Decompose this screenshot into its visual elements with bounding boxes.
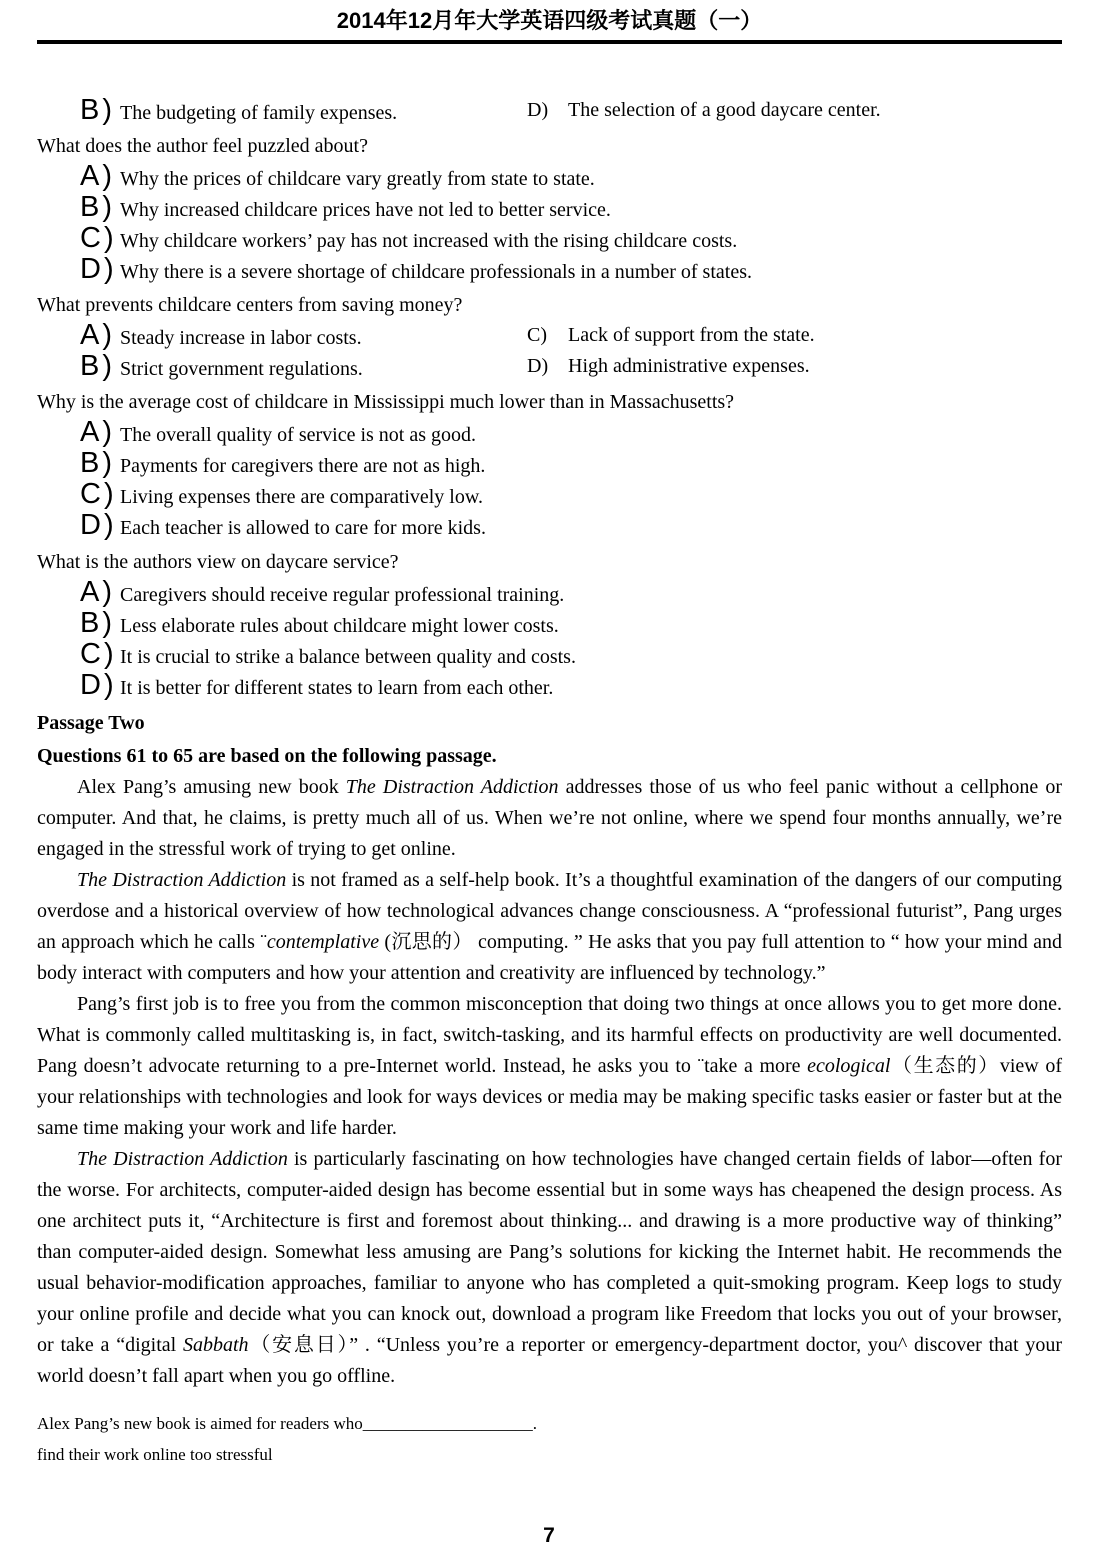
question-options (37, 577, 1062, 701)
option-row (37, 639, 1062, 670)
page-content (37, 95, 1062, 1470)
passage-paragraph: Alex Pang’s amusing new book The Distraction Addiction addresses those of us who feel panic without a cellphone or computer. And that, he claims, is pretty much all of us. When we’re not online, where we spend four months annually, we’re engaged in the stressful work of trying to get online. (37, 776, 1063, 860)
option-letter: A) (80, 576, 115, 608)
page-title: 2014年12月年大学英语四级考试真题（一） (336, 8, 763, 33)
option-letter: D) (80, 669, 117, 701)
passage-paragraph: The Distraction Addiction is not framed as a self-help book. It’s a thoughtful examination of the dangers of our computing overdose and a historical overview of how technological advances change consciousness. A “professional futurist”, Pang urges an approach which he calls ¨contemplative (沉思的） computing. ” He asks that you pay full attention to “ how your mind and body interact with computers and how your attention and creativity are influenced by technology.” (37, 869, 1063, 984)
option-text: Each teacher is allowed to care for more kids. (120, 517, 486, 539)
passage-paragraph: The Distraction Addiction is particularly fascinating on how technologies have changed certain fields of labor—often for the worse. For architects, computer-aided design has become essential but in some ways has cheapened the design process. As one architect puts it, “Architecture is first and foremost about thinking... and drawing is a more productive way of thinking” than computer-aided design. Somewhat less amusing are Pang’s solutions for kicking the Internet habit. He recommends the usual behavior-modification approaches, familiar to anyone who has completed a quit-smoking program. Keep logs to study your online profile and decide what you can knock out, download a program like Freedom that locks you out of your browser, or take a “digital Sabbath（安息日）” . “Unless you’re a reporter or emergency-department doctor, you^ discover that your world doesn’t fall apart when you go offline. (37, 1148, 1063, 1387)
option-text: The overall quality of service is not as good. (120, 424, 477, 446)
question-stem: Why is the average cost of childcare in Mississippi much lower than in Massachusetts? (37, 391, 735, 413)
option-right-column (527, 320, 815, 351)
option-row (37, 608, 1062, 639)
question-stem: What prevents childcare centers from saving money? (37, 294, 463, 316)
option-text: Lack of support from the state. (568, 324, 815, 346)
option-row (37, 577, 1062, 608)
option-letter: D) (527, 99, 549, 121)
fill-in-question: Alex Pang’s new book is aimed for readers who____________________. (37, 1414, 538, 1433)
header-divider (37, 40, 1062, 44)
option-row (37, 320, 1062, 351)
option-text: It is crucial to strike a balance between quality and costs. (120, 646, 576, 668)
option-text: Strict government regulations. (120, 358, 363, 380)
question-options (37, 417, 1062, 541)
option-row (37, 192, 1062, 223)
option-letter: B) (80, 191, 115, 223)
option-row-carryover (37, 95, 1062, 126)
question-stem: What is the authors view on daycare service? (37, 551, 399, 573)
passage-paragraph: Pang’s first job is to free you from the common misconception that doing two things at once allows you to get more done. What is commonly called multitasking is, in fact, switch-tasking, and its harmful effects on productivity are well documented. Pang doesn’t advocate returning to a pre-Internet world. Instead, he asks you to ¨take a more ecological（生态的）view of your relationships with technologies and look for ways devices or media may be making specific tasks easier or faster but at the same time making your work and life harder. (37, 993, 1062, 1139)
option-right-column (527, 95, 881, 126)
option-text: Why the prices of childcare vary greatly from state to state. (120, 168, 595, 190)
option-row (37, 254, 1062, 285)
option-row (37, 351, 1062, 382)
option-row (37, 417, 1062, 448)
option-row (37, 479, 1062, 510)
option-row (37, 510, 1062, 541)
option-letter: A) (80, 160, 115, 192)
option-letter: C) (527, 324, 547, 346)
option-text: The budgeting of family expenses. (120, 102, 398, 124)
option-letter: B) (80, 447, 115, 479)
option-letter: B) (80, 94, 115, 126)
question-options (37, 161, 1062, 285)
option-text: Living expenses there are comparatively low. (120, 486, 484, 508)
option-letter: C) (80, 638, 117, 670)
option-text: High administrative expenses. (568, 355, 810, 377)
option-letter: A) (80, 416, 115, 448)
question-stem: What does the author feel puzzled about? (37, 135, 368, 157)
option-text: Why childcare workers’ pay has not increased with the rising childcare costs. (120, 230, 738, 252)
option-row (37, 670, 1062, 701)
page-number: 7 (543, 1524, 555, 1547)
fill-in-answer-option: find their work online too stressful (37, 1445, 273, 1464)
option-letter: C) (80, 222, 117, 254)
option-text: Less elaborate rules about childcare might lower costs. (120, 615, 559, 637)
option-text: Caregivers should receive regular professional training. (120, 584, 565, 606)
section-title: Passage Two (37, 712, 145, 734)
passage-body (37, 772, 1062, 1392)
option-letter: A) (80, 319, 115, 351)
option-text: It is better for different states to learn from each other. (120, 677, 554, 699)
option-letter: B) (80, 350, 115, 382)
option-text: Why increased childcare prices have not led to better service. (120, 199, 611, 221)
option-text: Steady increase in labor costs. (120, 327, 362, 349)
option-letter: D) (80, 253, 117, 285)
passage-instruction: Questions 61 to 65 are based on the following passage. (37, 745, 497, 767)
option-letter: D) (80, 509, 117, 541)
option-right-column (527, 351, 810, 382)
option-row (37, 161, 1062, 192)
option-letter: C) (80, 478, 117, 510)
option-text: Why there is a severe shortage of childcare professionals in a number of states. (120, 261, 752, 283)
option-text: The selection of a good daycare center. (568, 99, 881, 121)
option-text: Payments for caregivers there are not as high. (120, 455, 486, 477)
option-letter: D) (527, 355, 549, 377)
question-options (37, 320, 1062, 382)
option-row (37, 448, 1062, 479)
option-letter: B) (80, 607, 115, 639)
option-row (37, 223, 1062, 254)
